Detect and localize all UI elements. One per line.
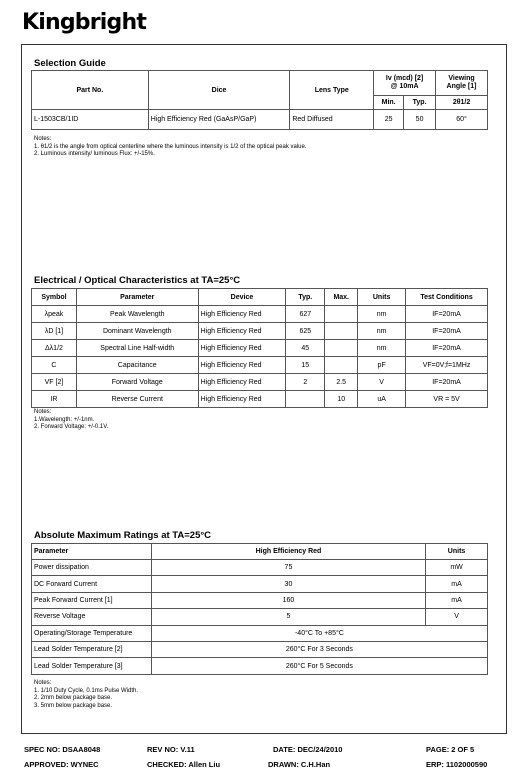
table-cell: λD [1] [32,323,77,340]
table-cell: Reverse Voltage [32,609,152,625]
table-cell: 45 [286,340,325,357]
table-cell: Reverse Current [76,391,198,408]
table-cell: 10 [325,391,358,408]
table-cell: Dominant Wavelength [76,323,198,340]
selection-guide-table [31,70,488,130]
table-cell: -40°C To +85°C [151,625,487,641]
table-cell: VF=0V;f=1MHz [406,357,488,374]
note-line: Notes: [34,409,52,415]
absolute-notes [34,680,138,710]
header-symbol: Symbol [32,289,77,306]
table-cell: 75 [151,560,425,576]
header-units: Units [426,544,488,560]
table-cell [325,323,358,340]
table-cell: Peak Wavelength [76,306,198,323]
table-cell: V [426,609,488,625]
table-cell: IF=20mA [406,306,488,323]
table-row [32,374,488,391]
table-cell: High Efficiency Red [198,340,286,357]
table-cell: High Efficiency Red [198,357,286,374]
table-cell: Lead Solder Temperature [2] [32,641,152,657]
selection-notes [34,136,307,159]
table-row [32,560,488,576]
table-row [32,576,488,592]
electrical-table [31,288,488,408]
table-cell: High Efficiency Red [198,374,286,391]
table-cell: nm [358,306,406,323]
table-cell: nm [358,340,406,357]
cell-dice: High Efficiency Red (GaAsP/GaP) [148,110,290,130]
header-device: Device [198,289,286,306]
note-line: 2. Forward Voltage: +/-0.1V. [34,424,109,430]
table-cell: IR [32,391,77,408]
table-cell: C [32,357,77,374]
checked-by: CHECKED: Allen Liu [147,760,221,769]
table-cell: IF=20mA [406,323,488,340]
note-line: Notes: [34,136,52,142]
cell-lens: Red Diffused [290,110,374,130]
note-line: 1.Wavelength: +/-1nm. [34,416,95,423]
drawn-by: DRAWN: C.H.Han [268,760,331,769]
header-iv: Iv (mcd) [2] @ 10mA [374,71,436,96]
table-cell: High Efficiency Red [198,323,286,340]
electrical-title: Electrical / Optical Characteristics at TA=25°C [34,275,241,286]
note-line: 1. θ1/2 is the angle from optical centerline where the luminous intensity is 1/2 of the optical peak value. [34,143,307,150]
header-typ: Typ. [286,289,325,306]
table-cell [325,306,358,323]
header-min: Min. [374,96,404,110]
header-dice: Dice [148,71,290,110]
table-cell: Spectral Line Half-width [76,340,198,357]
table-cell: 2 [286,374,325,391]
table-row [32,306,488,323]
note-line: 1. 1/10 Duty Cycle, 0.1ms Pulse Width. [34,687,139,694]
table-cell: mA [426,576,488,592]
header-parameter: Parameter [32,544,152,560]
table-cell: Power dissipation [32,560,152,576]
header-typ: Typ. [404,96,436,110]
spec-no: SPEC NO: DSAA8048 [24,745,101,754]
table-cell: 260°C For 3 Seconds [151,641,487,657]
header-viewing-angle: Viewing Angle [1] [436,71,488,96]
table-cell: mW [426,560,488,576]
table-row [32,340,488,357]
note-line: 2. 2mm below package base. [34,695,113,701]
erp-number: ERP: 1102000590 [426,760,488,769]
note-line: 3. 5mm below package base. [34,702,113,709]
table-cell: Capacitance [76,357,198,374]
header-theta: 2θ1/2 [436,96,488,110]
note-line: Notes: [34,680,52,686]
table-cell: Operating/Storage Temperature [32,625,152,641]
brand-logo: Kingbright [22,10,147,35]
table-cell: λpeak [32,306,77,323]
table-cell [286,391,325,408]
table-row [32,592,488,608]
table-cell: uA [358,391,406,408]
table-row [32,658,488,674]
table-row [32,391,488,408]
table-cell: Peak Forward Current [1] [32,592,152,608]
table-row [32,609,488,625]
table-cell: V [358,374,406,391]
table-cell: 2.5 [325,374,358,391]
table-cell: High Efficiency Red [198,391,286,408]
table-cell: pF [358,357,406,374]
cell-typ: 50 [404,110,436,130]
table-cell: VF [2] [32,374,77,391]
header-test-conditions: Test Conditions [406,289,488,306]
table-cell: mA [426,592,488,608]
selection-guide-title: Selection Guide [34,58,106,69]
table-row [32,625,488,641]
table-cell: Lead Solder Temperature [3] [32,658,152,674]
header-part-no: Part No. [32,71,149,110]
date: DATE: DEC/24/2010 [273,745,343,754]
table-cell: High Efficiency Red [198,306,286,323]
table-cell: 15 [286,357,325,374]
rev-no: REV NO: V.11 [147,745,195,754]
cell-min: 25 [374,110,404,130]
table-cell: 30 [151,576,425,592]
table-cell: DC Forward Current [32,576,152,592]
cell-angle: 60° [436,110,488,130]
table-cell: 160 [151,592,425,608]
table-cell: Δλ1/2 [32,340,77,357]
table-cell [325,357,358,374]
table-cell: IF=20mA [406,374,488,391]
header-units: Units [358,289,406,306]
note-line: 2. Luminous intensity/ luminous Flux: +/-15%. [34,151,155,157]
table-row [32,357,488,374]
header-max: Max. [325,289,358,306]
table-cell: IF=20mA [406,340,488,357]
table-cell: Forward Voltage [76,374,198,391]
approved-by: APPROVED: WYNEC [24,760,99,769]
page-number: PAGE: 2 OF 5 [426,745,475,754]
absolute-table [31,543,488,675]
cell-part: L-1503CB/1ID [32,110,149,130]
table-cell: 260°C For 5 Seconds [151,658,487,674]
electrical-notes [34,409,108,432]
table-cell [325,340,358,357]
header-high-efficiency-red: High Efficiency Red [151,544,425,560]
table-row [32,323,488,340]
absolute-title: Absolute Maximum Ratings at TA=25°C [34,530,212,541]
header-lens-type: Lens Type [290,71,374,110]
table-cell: 5 [151,609,425,625]
table-cell: 627 [286,306,325,323]
header-parameter: Parameter [76,289,198,306]
table-cell: 625 [286,323,325,340]
table-cell: nm [358,323,406,340]
table-cell: VR = 5V [406,391,488,408]
table-row [32,641,488,657]
